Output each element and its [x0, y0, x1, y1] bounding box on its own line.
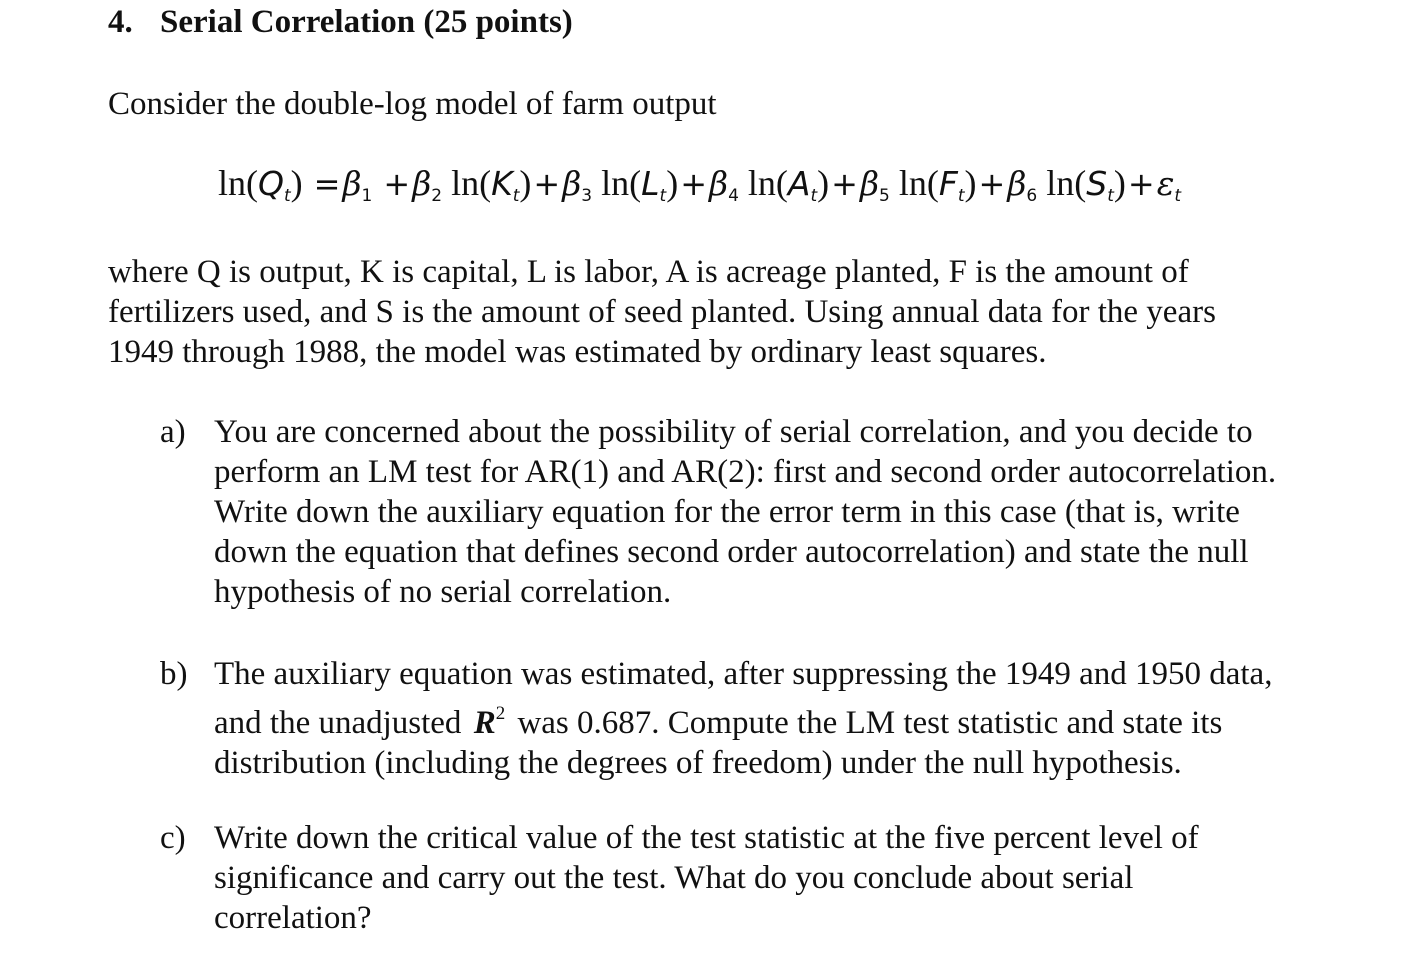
sub-t: t: [1107, 186, 1114, 206]
r-letter: R: [473, 705, 496, 741]
ln-function: ln(: [218, 163, 258, 203]
part-a-label: a): [160, 414, 186, 450]
question-title: Serial Correlation (25 points): [160, 4, 573, 40]
var-k: K: [491, 164, 513, 203]
beta-sub: 1: [361, 186, 373, 206]
close-paren: ): [964, 163, 977, 203]
var-q: Q: [258, 164, 284, 203]
var-l: L: [641, 164, 660, 203]
beta-symbol: β: [562, 164, 582, 203]
plus-sign: +: [1127, 165, 1155, 203]
part-a-line: hypothesis of no serial correlation.: [214, 574, 672, 610]
close-paren: ): [519, 163, 532, 203]
plus-sign: +: [831, 165, 858, 203]
beta-sub: 3: [581, 186, 593, 206]
var-a: A: [787, 164, 811, 203]
description-line: where Q is output, K is capital, L is labor, A is acreage planted, F is the amount of: [108, 254, 1189, 290]
part-c-label: c): [160, 820, 186, 856]
plus-sign: +: [383, 165, 411, 203]
intro-sentence: Consider the double-log model of farm output: [108, 86, 717, 122]
beta-symbol: β: [709, 164, 729, 203]
equals-sign: =: [313, 165, 341, 203]
model-equation: [218, 160, 1181, 219]
ln-function: ln(: [747, 163, 788, 203]
beta-sub: 5: [879, 186, 890, 206]
close-paren: ): [290, 163, 303, 203]
close-paren: ): [817, 163, 830, 203]
question-heading: [108, 2, 573, 42]
close-paren: ): [1113, 163, 1126, 203]
description-line: fertilizers used, and S is the amount of seed planted. Using annual data for the years: [108, 294, 1216, 330]
ln-function: ln(: [898, 163, 939, 203]
beta-symbol: β: [1007, 164, 1027, 203]
r-exponent: 2: [495, 703, 506, 724]
part-a-text: [214, 412, 1354, 612]
description-line: 1949 through 1988, the model was estimated by ordinary least squares.: [108, 334, 1047, 370]
part-b-line-start: and the unadjusted: [214, 705, 462, 741]
part-b-text: [214, 654, 1354, 783]
ln-function: ln(: [451, 163, 492, 203]
sub-t: t: [957, 186, 965, 206]
sub-t: t: [659, 186, 667, 206]
part-b-line-end: was 0.687. Compute the LM test statistic and state its: [517, 705, 1223, 741]
part-a-line: down the equation that defines second order autocorrelation) and state the null: [214, 534, 1249, 570]
plus-sign: +: [533, 165, 561, 203]
part-a-line: perform an LM test for AR(1) and AR(2): first and second order autocorrelation.: [214, 454, 1277, 490]
part-b-line: The auxiliary equation was estimated, after suppressing the 1949 and 1950 data,: [214, 656, 1273, 692]
close-paren: ): [666, 163, 679, 203]
part-a-line: Write down the auxiliary equation for the error term in this case (that is, write: [214, 494, 1240, 530]
part-b-line: [214, 694, 1354, 743]
part-c-line: significance and carry out the test. What do you conclude about serial: [214, 860, 1134, 896]
sub-t: t: [810, 186, 818, 206]
r-squared-symbol: [470, 705, 510, 741]
part-c-line: Write down the critical value of the test statistic at the five percent level of: [214, 820, 1199, 856]
sub-t: t: [512, 186, 520, 206]
plus-sign: +: [978, 165, 1006, 203]
beta-symbol: β: [859, 164, 880, 203]
epsilon-symbol: ε: [1156, 164, 1175, 203]
beta-symbol: β: [412, 164, 432, 203]
beta-sub: 6: [1026, 186, 1038, 206]
part-a-line: You are concerned about the possibility of serial correlation, and you decide to: [214, 414, 1253, 450]
beta-symbol: β: [342, 164, 362, 203]
ln-function: ln(: [1046, 163, 1087, 203]
part-b-label: b): [160, 656, 188, 692]
ln-function: ln(: [601, 163, 642, 203]
part-c-text: [214, 818, 1354, 938]
model-description: [108, 252, 1318, 372]
var-f: F: [938, 164, 958, 203]
var-s: S: [1086, 164, 1108, 203]
plus-sign: +: [680, 165, 707, 203]
beta-sub: 2: [431, 186, 443, 206]
beta-sub: 4: [728, 186, 739, 206]
part-b-line: distribution (including the degrees of freedom) under the null hypothesis.: [214, 745, 1182, 781]
sub-t: t: [283, 186, 291, 206]
sub-t: t: [1174, 186, 1182, 206]
part-c-line: correlation?: [214, 900, 372, 936]
question-number: 4.: [108, 4, 133, 40]
